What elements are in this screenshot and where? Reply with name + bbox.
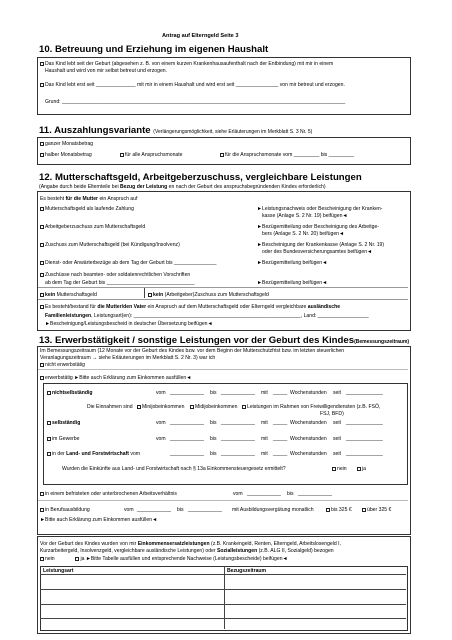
s13-befristet: in einem befristeten oder unterbrochenen Arbeitsverhältnis xyxy=(40,491,177,497)
s13-wurden: Wurden die Einkünfte aus Land- und Forstwirtschaft nach § 13a Einkommensteuergesetz ermittelt? xyxy=(62,466,286,472)
checkbox[interactable] xyxy=(242,405,246,409)
checkbox[interactable] xyxy=(40,492,44,496)
checkbox[interactable] xyxy=(47,452,51,456)
s13-befristet-vom: vom xyxy=(233,491,243,497)
s12-row-2-left: Arbeitgeberzuschuss zum Mutterschaftsgeld xyxy=(40,224,145,230)
s13-landforst: in der Land- und Forstwirtschaft vom xyxy=(47,451,140,457)
s13-einnahmen-midi: Midijobeinkommen xyxy=(190,404,237,410)
s13-beruf-bis-field[interactable]: ____________ xyxy=(188,507,222,513)
checkbox[interactable] xyxy=(47,437,51,441)
s13-wurden-nein: nein xyxy=(332,466,347,472)
checkbox[interactable] xyxy=(75,557,79,561)
s13-nselb-vom-field[interactable]: ____________ xyxy=(170,390,204,396)
s13-nselb-bis: bis xyxy=(210,390,217,396)
s10-option-1-line2: Haushalt und wird von mir selbst betreut und erzogen. xyxy=(45,68,168,74)
s12-besteht: Es besteht für die Mutter ein Anspruch auf xyxy=(40,196,138,202)
s13-gewerbe-seit-field[interactable]: _____________ xyxy=(346,436,383,442)
s11-option-range: für die Anspruchsmonate vom _________ bis _________ xyxy=(220,152,354,158)
s12-zuschuesse-line1: Zuschüsse nach beamten- oder soldatenrechtlichen Vorschriften xyxy=(40,272,190,278)
s13-selb-bis: bis xyxy=(210,420,217,426)
checkbox[interactable] xyxy=(40,363,44,367)
s11-option-half: halber Monatsbetrag xyxy=(40,152,92,158)
table-header-bezugszeitraum: Bezugszeitraum xyxy=(227,568,267,574)
s10-option-2: Das Kind lebt erst seit ______________ mit mir in einem Haushalt und wird erst seit _______________ von mir betreut und erzogen. xyxy=(40,82,345,88)
s12-row-3-left: Zuschuss zum Mutterschaftsgeld (bei Kündigung/Insolvenz) xyxy=(40,242,180,248)
s13-beruf-hint: ►Bitte auch Erklärung zum Einkommen ausfüllen◄ xyxy=(40,517,158,523)
checkbox[interactable] xyxy=(332,467,336,471)
checkbox[interactable] xyxy=(120,153,124,157)
s13-gewerbe-mit-field[interactable]: _____ xyxy=(273,436,288,442)
s13-ersatz-1: Vor der Geburt des Kindes wurden von mir Einkommensersatzleistungen (z.B. Krankengeld, Renten, Elterngeld, Arbeitslosengeld I, xyxy=(40,541,341,547)
checkbox[interactable] xyxy=(40,376,44,380)
table-header-line xyxy=(40,574,406,575)
table-divider xyxy=(224,566,225,629)
s13-einnahmen-a: Die Einnahmen sind xyxy=(87,404,133,410)
s13-selb-vom: vom xyxy=(156,420,166,426)
checkbox[interactable] xyxy=(148,293,152,297)
s12-kein-ag: kein (Arbeitgeber)Zuschuss zum Mutterschaftsgeld xyxy=(148,292,269,298)
s13-landforst-seit: seit xyxy=(333,451,341,457)
divider xyxy=(144,288,145,298)
s12-row-3-right2: oder des Bundesversicherungsamtes beifügen◄ xyxy=(262,249,373,255)
checkbox[interactable] xyxy=(40,225,44,229)
checkbox[interactable] xyxy=(190,405,194,409)
s12-zuschuesse-right: ►Bezügemitteilung beifügen◄ xyxy=(257,280,328,286)
s13-nselb-woh: Wochenstunden xyxy=(290,390,327,396)
s12-row-4-left: Dienst- oder Anwärterbezüge ab dem Tag der Geburt bis _______________ xyxy=(40,260,217,266)
s13-landforst-mit: mit xyxy=(261,451,268,457)
checkbox[interactable] xyxy=(40,207,44,211)
s13-einnahmen-mini: Minijobeinkommen xyxy=(137,404,184,410)
table-row-line xyxy=(40,604,406,605)
s13-befristet-bis-field[interactable]: ____________ xyxy=(298,491,332,497)
s13-beruf-bis325: bis 325 € xyxy=(326,507,352,513)
s13-nselb: nichtselbständig xyxy=(47,390,92,396)
s10-option-1-line1: Das Kind lebt seit der Geburt (abgesehen z. B. von einem kurzen Krankenhausaufenthalt nach der Entbindung) mit mir in einem xyxy=(40,61,333,67)
s13-gewerbe-bis-field[interactable]: ____________ xyxy=(221,436,255,442)
section-13-title: 13. Erwerbstätigkeit / sonstige Leistungen vor der Geburt des Kindes(Bemessungszeitraum) xyxy=(39,335,410,346)
s12-row-1-left: Mutterschaftsgeld als laufende Zahlung xyxy=(40,206,134,212)
s13-beruf-vom: vom xyxy=(124,507,134,513)
s12-intro: (Angabe durch beide Elternteile bei Bezug der Leistung en nach der Geburt des anspruchsbegründenden Kindes erforderlich) xyxy=(39,184,326,190)
s13-landforst-bis-field[interactable]: ____________ xyxy=(221,451,255,457)
checkbox[interactable] xyxy=(220,153,224,157)
s13-gewerbe: im Gewerbe xyxy=(47,436,79,442)
s13-selb-mit: mit xyxy=(261,420,268,426)
s12-row-1-right1: ►Leistungsnachweis oder Bescheinigung der Kranken- xyxy=(257,206,383,212)
s13-nselb-seit-field[interactable]: _____________ xyxy=(346,390,383,396)
s13-selb: selbständig xyxy=(47,420,80,426)
s13-gewerbe-mit: mit xyxy=(261,436,268,442)
checkbox[interactable] xyxy=(40,243,44,247)
s12-row-3-right1: ►Bescheinigung der Krankenkasse (Anlage S. 2 Nr. 19) xyxy=(257,242,385,248)
s13-ersatz-2: Kurzarbeitergeld, Insolvenzgeld, vergleichbare ausländische Leistungen) oder Sozialleistungen (z.B. ALG II, Sozialgeld) bezogen xyxy=(40,548,334,554)
s13-nselb-mit: mit xyxy=(261,390,268,396)
s13-selb-woh: Wochenstunden xyxy=(290,420,327,426)
s13-nicht-erwerbstaetig: nicht erwerbstätig xyxy=(40,362,85,368)
checkbox[interactable] xyxy=(40,261,44,265)
s12-kein-ms: kein Mutterschaftsgeld xyxy=(40,292,97,298)
s13-nselb-mit-field[interactable]: _____ xyxy=(273,390,288,396)
s13-landforst-woh: Wochenstunden xyxy=(290,451,327,457)
checkbox[interactable] xyxy=(362,508,366,512)
s13-einnahmen-frei: Leistungen im Rahmen von Freiwilligendiensten (z.B. FSÖ, xyxy=(242,404,380,410)
checkbox[interactable] xyxy=(40,293,44,297)
checkbox[interactable] xyxy=(137,405,141,409)
checkbox[interactable] xyxy=(357,467,361,471)
divider xyxy=(38,369,408,370)
s13-gewerbe-bis: bis xyxy=(210,436,217,442)
s13-intro-1: Im Bemessungszeitraum (12 Monate vor der Geburt des Kindes bzw. vor dem Beginn der Mutterschutzfrist bzw. im letzten steuerlichen xyxy=(40,348,345,354)
page-title: Antrag auf Elterngeld Seite 3 xyxy=(162,33,239,39)
s13-landforst-seit-field[interactable]: _____________ xyxy=(346,451,383,457)
s13-gewerbe-vom-field[interactable]: ____________ xyxy=(170,436,204,442)
checkbox[interactable] xyxy=(47,421,51,425)
divider xyxy=(38,287,408,288)
checkbox[interactable] xyxy=(40,557,44,561)
s13-beruf-bis: bis xyxy=(177,507,184,513)
section-10-title: 10. Betreuung und Erziehung im eigenen Haushalt xyxy=(39,44,269,55)
checkbox[interactable] xyxy=(40,83,44,87)
s13-gewerbe-seit: seit xyxy=(333,436,341,442)
s13-intro-2: Veranlagungszeitraum → siehe Erläuterungen im Merkblatt S. 2 Nr. 3) war ich xyxy=(40,355,216,361)
checkbox[interactable] xyxy=(40,305,44,309)
s12-row-4-right1: ►Bezügemitteilung beifügen◄ xyxy=(257,260,328,266)
checkbox[interactable] xyxy=(40,62,44,66)
s13-erwerbstaetig: erwerbstätig ►Bitte auch Erklärung zum Einkommen ausfüllen◄ xyxy=(40,375,191,381)
table-row-line xyxy=(40,589,406,590)
s13-beruf: in Berufsausbildung xyxy=(40,507,90,513)
checkbox[interactable] xyxy=(40,153,44,157)
s13-selb-bis-field[interactable]: ____________ xyxy=(221,420,255,426)
s12-row-2-right2: bers (Anlage S. 2 Nr. 20) beifügen◄ xyxy=(262,231,345,237)
s11-option-all: für alle Anspruchsmonate xyxy=(120,152,182,158)
s13-nselb-seit: seit xyxy=(333,390,341,396)
s13-gewerbe-woh: Wochenstunden xyxy=(290,436,327,442)
s12-ausl-line1: Es besteht/bestand für die Mutter/den Vater ein Anspruch auf dem Mutterschaftsgeld oder Elterngeld vergleichbare ausländische xyxy=(40,304,340,310)
s13-befristet-vom-field[interactable]: ____________ xyxy=(247,491,281,497)
checkbox[interactable] xyxy=(47,391,51,395)
s13-befristet-bis: bis xyxy=(287,491,294,497)
s11-option-full: ganzer Monatsbetrag xyxy=(40,141,93,147)
divider xyxy=(38,299,408,300)
s13-selb-seit: seit xyxy=(333,420,341,426)
s13-landforst-bis: bis xyxy=(210,451,217,457)
s13-ersatz-3: nein ja ►Bitte Tabelle ausfüllen und entsprechende Nachweise (Leistungsbescheide) beifügen◄ xyxy=(40,556,288,562)
s13-beruf-vom-field[interactable]: ____________ xyxy=(137,507,171,513)
s13-wurden-ja: ja xyxy=(357,466,366,472)
checkbox[interactable] xyxy=(40,273,44,277)
s12-ausl-line2: Familienleistungen, Leistungsart(en): ___________________________________________________________, Land: __________________ xyxy=(45,313,369,319)
s12-row-2-right1: ►Bezügemitteilung oder Bescheinigung des Arbeitge- xyxy=(257,224,379,230)
s13-einnahmen-e: FSJ, BFD) xyxy=(320,411,344,417)
table-row-line xyxy=(40,618,406,619)
s10-grund[interactable]: Grund: ____________________________________________________________________________________________________ xyxy=(45,99,346,105)
s12-ausl-line3: ►Bescheinigung/Leistungsbescheid in deutscher Übersetzung beifügen◄ xyxy=(45,321,213,327)
s13-beruf-ueber325: über 325 € xyxy=(362,507,391,513)
table-header-leistungsart: Leistungsart xyxy=(43,568,74,574)
checkbox[interactable] xyxy=(40,508,44,512)
s13-landforst-vom-field[interactable]: ____________ xyxy=(170,451,204,457)
s13-gewerbe-vom: vom xyxy=(156,436,166,442)
s13-beruf-mit: mit Ausbildungsvergütung monatlich xyxy=(232,507,314,513)
s12-zuschuesse-line2: ab dem Tag der Geburt bis _______________________________ xyxy=(45,280,195,286)
section-11-title: 11. Auszahlungsvariante (Verlängerungsmöglichkeit, siehe Erläuterungen im Merkblatt S. 3 Nr. 5) xyxy=(39,125,313,136)
checkbox[interactable] xyxy=(326,508,330,512)
s12-row-1-right2: kasse (Anlage S. 2 Nr. 19) beifügen◄ xyxy=(262,213,348,219)
s13-nselb-vom: vom xyxy=(156,390,166,396)
s13-selb-vom-field[interactable]: ____________ xyxy=(170,420,204,426)
section-12-title: 12. Mutterschaftsgeld, Arbeitgeberzuschuss, vergleichbare Leistungen xyxy=(39,172,362,183)
checkbox[interactable] xyxy=(40,142,44,146)
s13-selb-mit-field[interactable]: _____ xyxy=(273,420,288,426)
s13-landforst-mit-field[interactable]: _____ xyxy=(273,451,288,457)
s13-nselb-bis-field[interactable]: ____________ xyxy=(221,390,255,396)
divider xyxy=(38,500,408,501)
s13-selb-seit-field[interactable]: _____________ xyxy=(346,420,383,426)
